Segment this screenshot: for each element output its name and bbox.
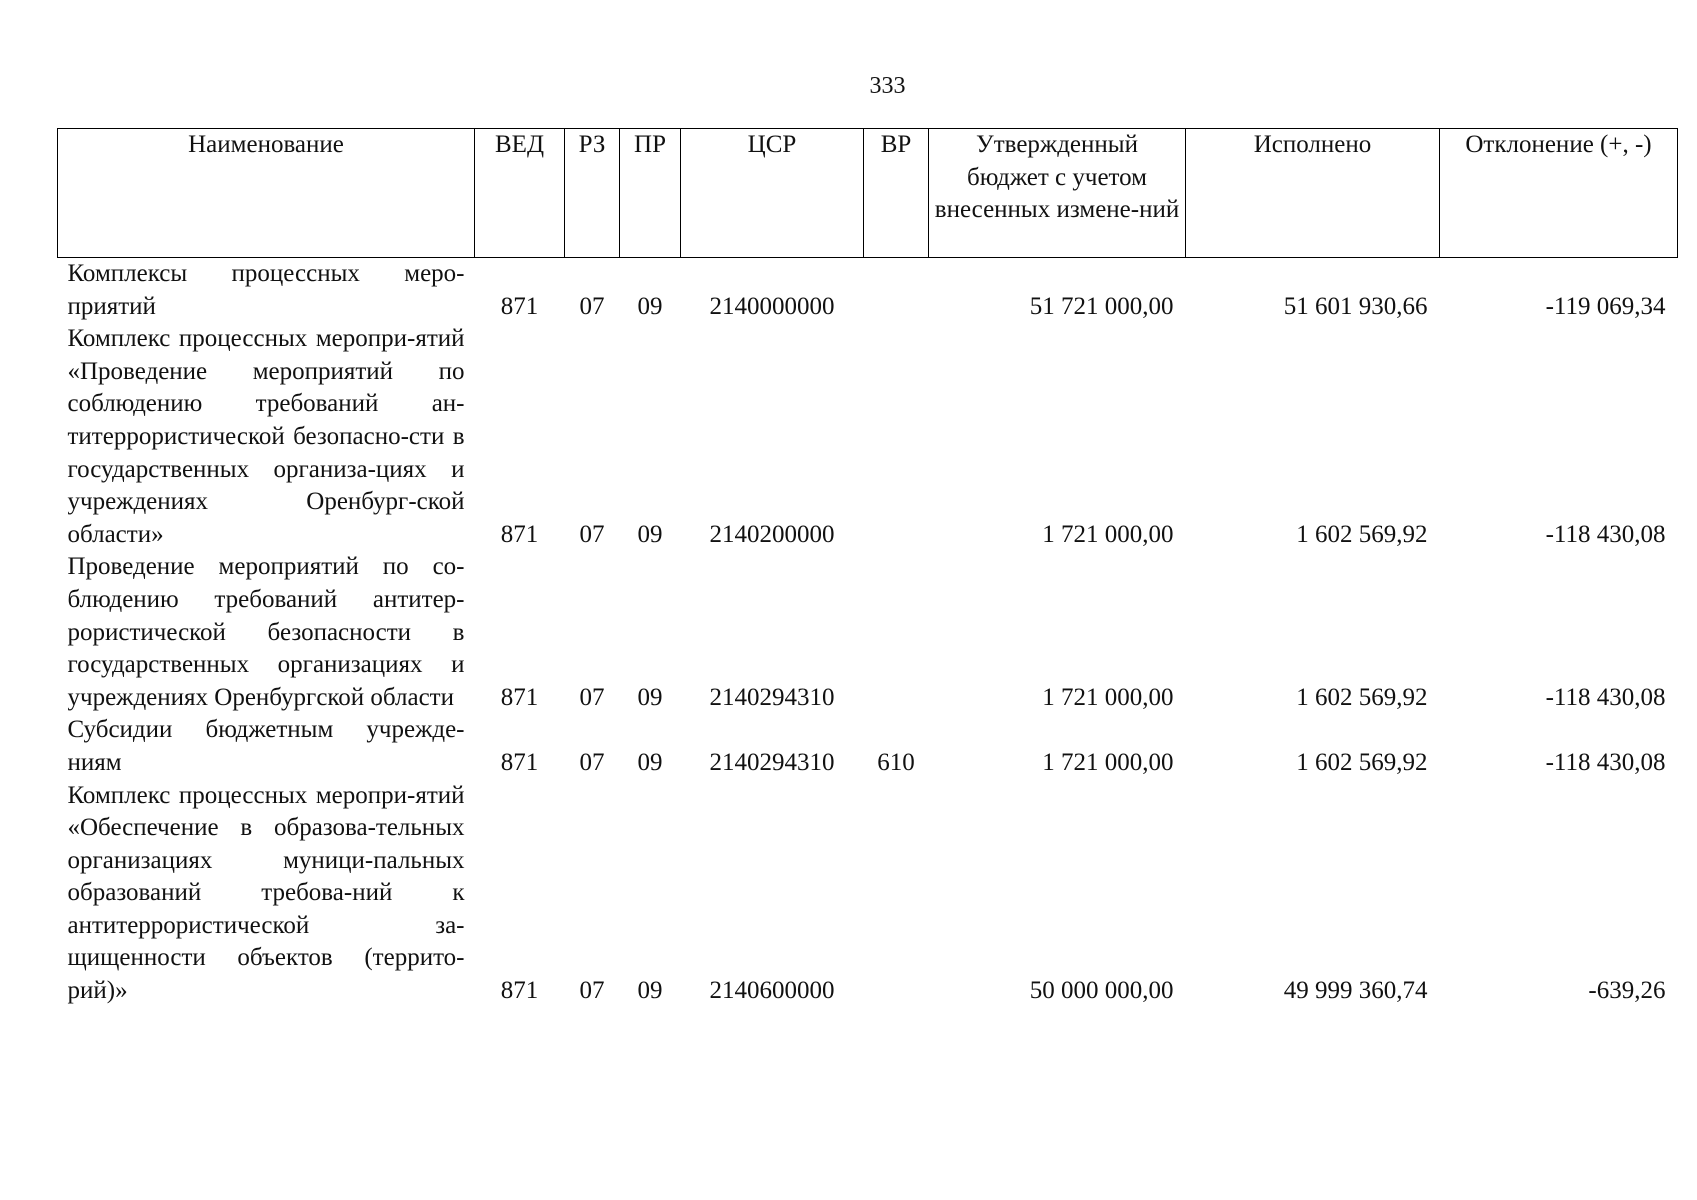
row-deviation: -118 430,08 <box>1545 748 1666 776</box>
table-row <box>58 714 1678 779</box>
row-name: Комплексы процессных меро-приятий <box>67 260 465 320</box>
header-approved-budget: Утвержденный бюджет с учетом внесенных измене-ний <box>929 129 1186 258</box>
row-vr <box>864 780 929 1008</box>
row-approved: 1 721 000,00 <box>1042 520 1174 548</box>
row-pr: 09 <box>637 683 663 711</box>
row-pr: 09 <box>637 748 663 776</box>
row-csr: 2140000000 <box>709 292 835 320</box>
row-executed: 51 601 930,66 <box>1283 292 1428 320</box>
row-rz: 07 <box>579 683 605 711</box>
table-row <box>58 258 1678 324</box>
row-approved: 51 721 000,00 <box>1029 292 1174 320</box>
row-name: Субсидии бюджетным учрежде-ниям <box>67 716 465 776</box>
header-vr: ВР <box>864 129 929 258</box>
row-executed: 49 999 360,74 <box>1283 977 1428 1005</box>
row-vr <box>864 258 929 324</box>
row-vr <box>864 551 929 714</box>
row-approved: 1 721 000,00 <box>1042 748 1174 776</box>
row-rz: 07 <box>579 520 605 548</box>
row-deviation: -119 069,34 <box>1545 292 1666 320</box>
table-row <box>58 780 1678 1008</box>
row-ved: 871 <box>500 748 539 776</box>
row-name: Комплекс процессных меропри-ятий «Проведение мероприятий по соблюдению требований ан-титеррористической безопасно-сти в государственных организа-циях и учреждениях Оренбург-ской области» <box>67 325 465 548</box>
row-executed: 1 602 569,92 <box>1296 520 1428 548</box>
header-rz: РЗ <box>565 129 620 258</box>
budget-execution-table <box>57 128 1678 1008</box>
row-approved: 50 000 000,00 <box>1029 977 1174 1005</box>
row-ved: 871 <box>500 683 539 711</box>
row-ved: 871 <box>500 977 539 1005</box>
row-ved: 871 <box>500 292 539 320</box>
row-deviation: -639,26 <box>1588 977 1666 1005</box>
row-rz: 07 <box>579 292 605 320</box>
row-csr: 2140200000 <box>709 520 835 548</box>
header-name: Наименование <box>58 129 475 258</box>
header-ved: ВЕД <box>475 129 565 258</box>
row-deviation: -118 430,08 <box>1545 520 1666 548</box>
row-pr: 09 <box>637 977 663 1005</box>
header-deviation: Отклонение (+, -) <box>1440 129 1678 258</box>
header-executed: Исполнено <box>1186 129 1440 258</box>
page-number: 333 <box>869 73 906 99</box>
row-csr: 2140600000 <box>709 977 835 1005</box>
header-pr: ПР <box>620 129 681 258</box>
row-vr: 610 <box>877 748 915 776</box>
row-ved: 871 <box>500 520 539 548</box>
row-csr: 2140294310 <box>709 683 835 711</box>
row-rz: 07 <box>579 748 605 776</box>
row-csr: 2140294310 <box>709 748 835 776</box>
row-name: Проведение мероприятий по со-блюдению требований антитер-рористической безопасности в государственных организациях и учреждениях Оренбургской области <box>67 553 465 711</box>
row-deviation: -118 430,08 <box>1545 683 1666 711</box>
row-pr: 09 <box>637 292 663 320</box>
row-executed: 1 602 569,92 <box>1296 683 1428 711</box>
header-csr: ЦСР <box>681 129 864 258</box>
row-pr: 09 <box>637 520 663 548</box>
row-vr <box>864 323 929 551</box>
table-row <box>58 551 1678 714</box>
row-approved: 1 721 000,00 <box>1042 683 1174 711</box>
table-row <box>58 323 1678 551</box>
row-name: Комплекс процессных меропри-ятий «Обеспечение в образова-тельных организациях муници-пальных образований требова-ний к антитеррористической за-щищенности объектов (террито-рий)» <box>67 781 465 1005</box>
table-header-row <box>58 129 1678 258</box>
row-executed: 1 602 569,92 <box>1296 748 1428 776</box>
row-rz: 07 <box>579 977 605 1005</box>
